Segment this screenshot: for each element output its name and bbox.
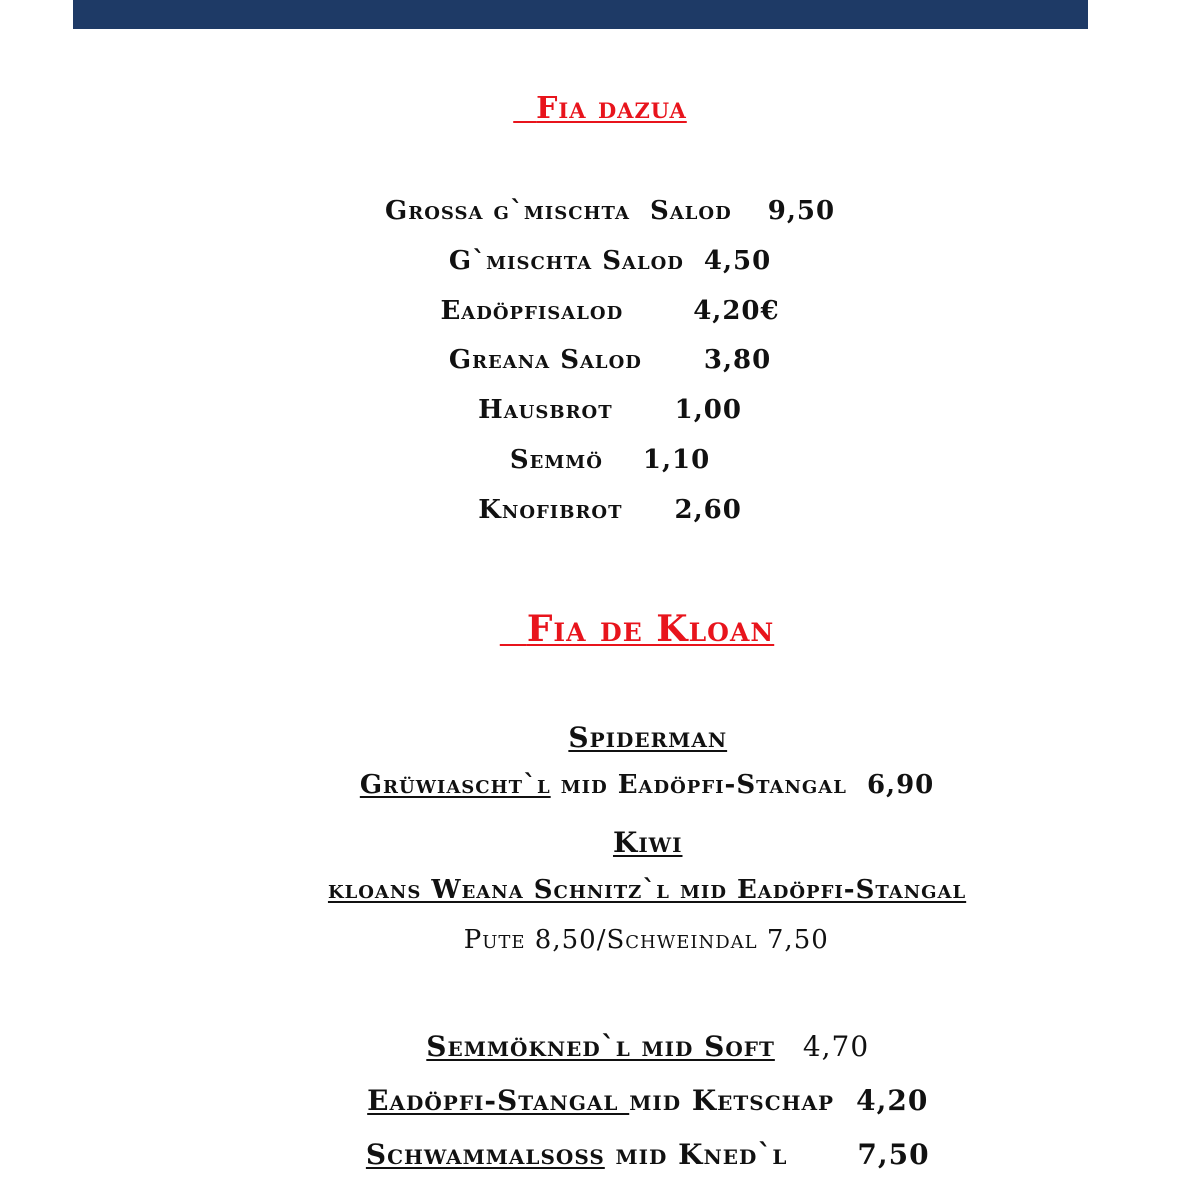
dish-title-text: Kiwi: [612, 826, 683, 859]
extra-name-rest: mid Ketschap: [629, 1084, 835, 1117]
menu-item-price: 4,50: [703, 246, 772, 276]
menu-item-price: 1,10: [642, 445, 711, 475]
menu-item-price: 4,20€: [693, 296, 780, 326]
menu-item: [0, 465, 1200, 525]
extra-name-rest: mid Kned`l: [604, 1138, 788, 1171]
extra-price: 7,50: [857, 1138, 930, 1171]
menu-item-price: 2,60: [674, 495, 742, 525]
section-title-kids: [37, 566, 1200, 650]
menu-item-name: G`mischta Salod: [448, 246, 684, 276]
menu-item-price: 3,80: [703, 345, 772, 375]
dish-name-rest: mid Eadöpfi-Stangal: [550, 770, 847, 800]
menu-item-name: Eadöpfisalod: [440, 296, 624, 326]
extra-item: [37, 1105, 1200, 1171]
dish-name-underlined: Grüwiascht`l: [359, 770, 551, 800]
menu-item-name: Hausbrot: [478, 395, 613, 425]
menu-item-name: Grossa g`mischta Salod: [385, 196, 732, 226]
section-title-sides: [0, 56, 1200, 126]
dish-name-underlined: kloans Weana Schnitz`l mid Eadöpfi-Stangal: [327, 875, 967, 905]
menu-item-name: Semmö: [509, 445, 603, 475]
extra-name-underlined: Schwammalsoss: [365, 1138, 605, 1171]
menu-item-price: 9,50: [767, 196, 836, 226]
dish-price: Pute 8,50/Schweindal 7,50: [463, 925, 829, 955]
extra-price: 4,70: [802, 1030, 870, 1063]
dish-prices-kiwi: [37, 895, 1200, 955]
section-title-sides-text: Fia dazua: [536, 91, 687, 126]
dish-price: 6,90: [866, 770, 935, 800]
menu-item-price: 1,00: [674, 395, 742, 425]
section-title-kids-text: Fia de Kloan: [526, 608, 775, 650]
menu-item-name: Greana Salod: [448, 345, 642, 375]
extra-name-underlined: Eadöpfi-Stangal: [367, 1084, 630, 1117]
dish-title-text: Spiderman: [568, 721, 728, 754]
menu-item-name: Knofibrot: [478, 495, 623, 525]
dish-line-spiderman: [37, 740, 1200, 800]
header-bar: [73, 0, 1088, 29]
extra-price: 4,20: [856, 1084, 929, 1117]
extra-name-underlined: Semmökned`l mid Soft: [426, 1030, 775, 1063]
